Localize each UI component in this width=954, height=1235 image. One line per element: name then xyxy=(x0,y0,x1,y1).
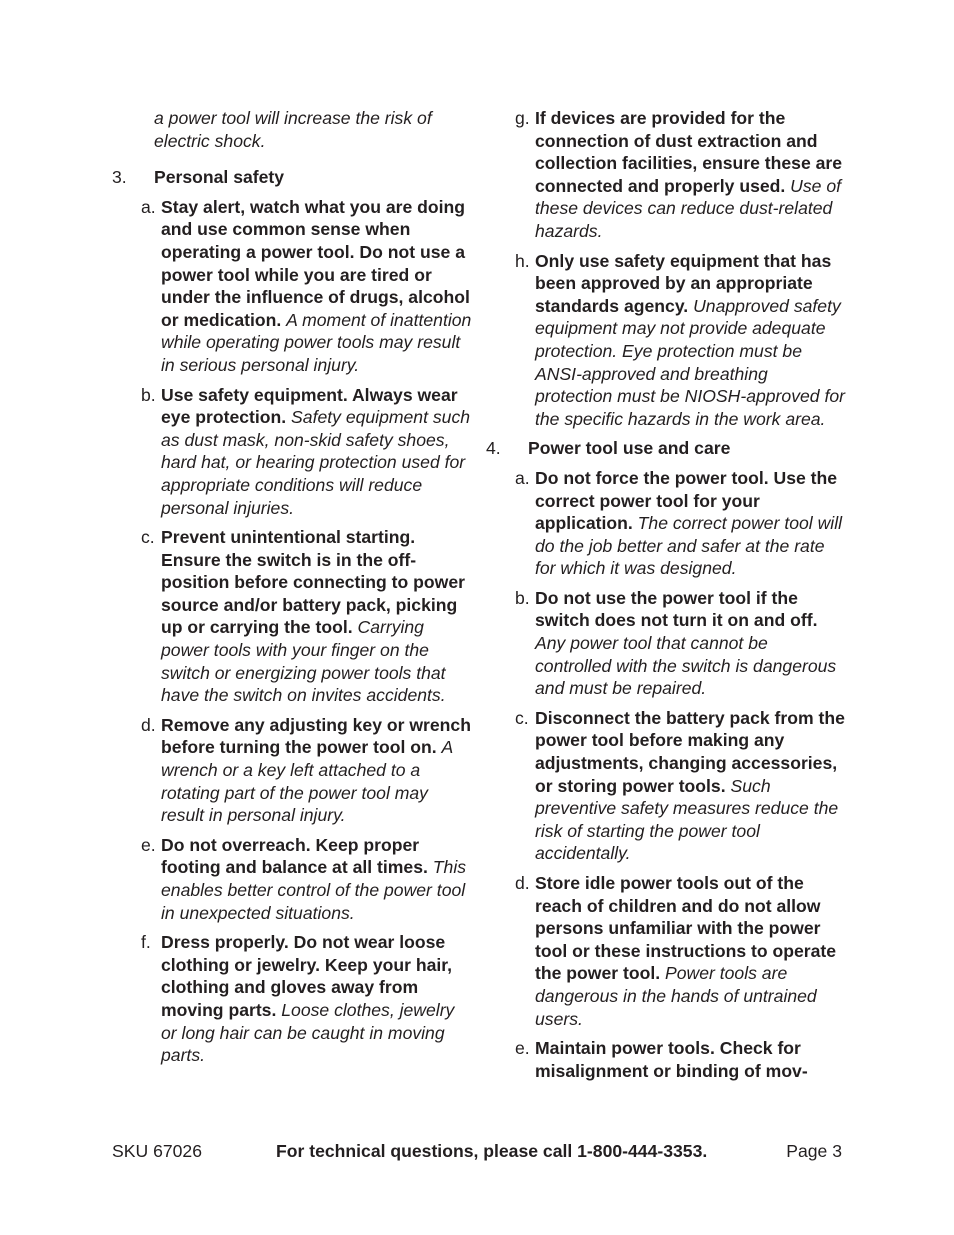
power-tool-use-list xyxy=(486,467,846,1082)
item-instruction: Do not use the power tool if the switch does not turn it on and off. xyxy=(535,587,818,631)
sku-label: SKU 67026 xyxy=(112,1141,202,1161)
item-letter: e. xyxy=(141,834,156,855)
list-item xyxy=(486,587,846,700)
item-letter: d. xyxy=(515,873,530,893)
item-instruction: Do not force the power tool. Use the correct power tool for your application. xyxy=(535,467,838,534)
list-item xyxy=(486,467,846,580)
item-instruction: Remove any adjusting key or wrench before turning the power tool on. xyxy=(161,714,471,758)
item-letter: d. xyxy=(141,714,156,735)
item-explanation: Carrying power tools with your finger on the switch or energizing power tools that have the switch on invites accidents. xyxy=(161,617,446,706)
item-explanation: Such preventive safety measures reduce the risk of starting the power tool accidentally. xyxy=(535,775,839,864)
item-explanation: Any power tool that cannot be controlled with the switch is dangerous and must be repaired. xyxy=(535,633,837,699)
item-explanation: Safety equipment such as dust mask, non-skid safety shoes, hard hat, or hearing protection used for appropriate conditions will reduce personal injuries. xyxy=(161,407,471,518)
item-explanation: A moment of inattention while operating power tools may result in serious personal injury. xyxy=(161,309,472,375)
section-title: Personal safety xyxy=(154,167,285,188)
list-item xyxy=(112,196,474,377)
item-instruction: If devices are provided for the connection of dust extraction and collection facilities, ensure these are connected and properly used. xyxy=(535,108,843,196)
list-item xyxy=(112,714,474,827)
item-instruction: Disconnect the battery pack from the power tool before making any adjustments, changing accessories, or storing power tools. xyxy=(535,707,845,796)
left-column xyxy=(112,107,474,1074)
page-footer xyxy=(112,1140,842,1164)
list-item xyxy=(486,872,846,1030)
list-item xyxy=(486,107,846,243)
section-number: 3. xyxy=(112,167,127,188)
item-instruction: Dress properly. Do not wear loose clothing or jewelry. Keep your hair, clothing and gloves away from moving parts. xyxy=(161,932,453,1020)
item-explanation: Use of these devices can reduce dust-related hazards. xyxy=(535,175,842,241)
item-explanation: Power tools are dangerous in the hands of untrained users. xyxy=(535,963,817,1029)
item-explanation: The correct power tool will do the job better and safer at the rate for which it was designed. xyxy=(535,513,843,579)
item-instruction: Store idle power tools out of the reach of children and do not allow persons unfamiliar with the power tool or these instructions to operate the power tool. xyxy=(535,873,837,984)
list-item xyxy=(486,250,846,431)
item-letter: a. xyxy=(515,467,530,488)
item-instruction: Only use safety equipment that has been approved by an appropriate standards agency. xyxy=(535,250,832,316)
item-explanation: Unapproved safety equipment may not provide adequate protection. Eye protection must be ANSI-approved and breathing protection must be NIOSH-approved for the specific hazards in the work area. xyxy=(535,295,845,429)
item-letter: h. xyxy=(515,250,530,271)
personal-safety-list-continued xyxy=(486,107,846,430)
item-instruction: Stay alert, watch what you are doing and use common sense when operating a power tool. Do not use a power tool while you are tired or under the influence of drugs, alcohol or medication. xyxy=(161,196,470,330)
item-instruction: Prevent unintentional starting. Ensure the switch is in the off-position before connecting to power source and/or battery pack, picking up or carrying the tool. xyxy=(161,527,465,638)
item-instruction: Maintain power tools. Check for misalignment or binding of mov- xyxy=(535,1038,808,1081)
right-column xyxy=(486,107,846,1089)
list-item xyxy=(486,707,846,865)
section-heading-power-tool-use xyxy=(486,437,846,460)
item-explanation: A wrench or a key left attached to a rotating part of the power tool may result in personal injury. xyxy=(161,737,453,826)
item-letter: a. xyxy=(141,196,156,217)
item-letter: b. xyxy=(141,384,156,405)
item-letter: c. xyxy=(141,527,155,548)
continuation-text: a power tool will increase the risk of electric shock. xyxy=(154,108,432,151)
list-item xyxy=(112,384,474,520)
section-title: Power tool use and care xyxy=(528,438,731,459)
personal-safety-list xyxy=(112,196,474,1067)
item-letter: b. xyxy=(515,587,530,608)
list-item xyxy=(112,526,474,707)
item-instruction: Use safety equipment. Always wear eye protection. xyxy=(161,384,458,428)
item-letter: f. xyxy=(141,932,151,953)
page-number: Page 3 xyxy=(786,1141,842,1161)
item-letter: g. xyxy=(515,108,530,128)
list-item xyxy=(486,1037,846,1082)
item-instruction: Do not overreach. Keep proper footing and balance at all times. xyxy=(161,834,428,878)
item-letter: e. xyxy=(515,1038,530,1059)
list-item xyxy=(112,931,474,1067)
item-explanation: This enables better control of the power tool in unexpected situations. xyxy=(161,857,467,923)
section-heading-personal-safety xyxy=(112,166,474,189)
item-explanation: Loose clothes, jewelry or long hair can be caught in moving parts. xyxy=(161,999,455,1066)
section-number: 4. xyxy=(486,438,501,459)
item-letter: c. xyxy=(515,707,529,728)
list-item xyxy=(112,834,474,924)
technical-questions-line: For technical questions, please call 1-800-444-3353. xyxy=(276,1141,708,1161)
